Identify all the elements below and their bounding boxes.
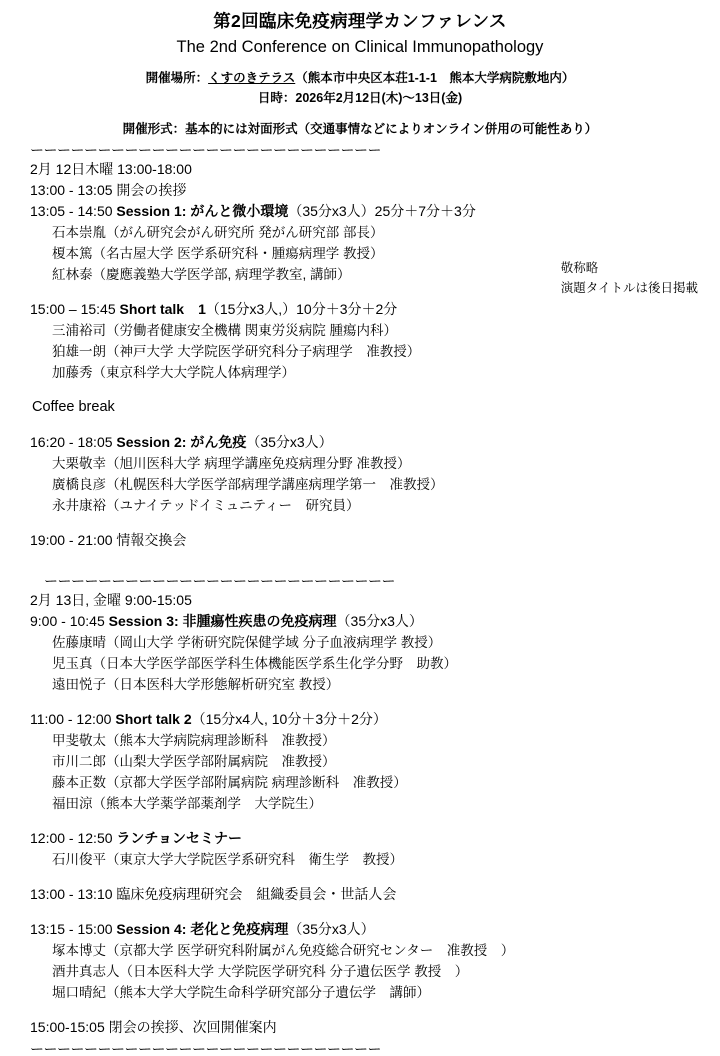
speaker-row: 加藤秀（東京科学大大学院人体病理学） — [52, 365, 295, 380]
speaker-row: 狛雄一朗（神戸大学 大学院医学研究科分子病理学 准教授） — [52, 344, 421, 359]
short-talk-1-note: （15分x3人,）10分＋3分＋2分 — [205, 301, 398, 317]
short-talk-1-title: Short talk 1 — [119, 301, 206, 317]
speaker-row: 永井康裕（ユナイテッドイミュニティー 研究員） — [52, 498, 360, 513]
session-2-heading — [30, 432, 706, 453]
session-3-time: 9:00 - 10:45 — [30, 613, 109, 629]
spacer — [30, 418, 706, 432]
divider-bottom: ーーーーーーーーーーーーーーーーーーーーーーーーーー — [30, 1042, 381, 1056]
speaker-row: 福田涼（熊本大学薬学部薬剤学 大学院生） — [52, 796, 322, 811]
session-3-title: Session 3: 非腫瘍性疾患の免疫病理 — [108, 613, 337, 629]
luncheon-seminar-title: ランチョンセミナー — [116, 830, 242, 846]
speaker-row: 石本崇胤（がん研究会がん研究所 発がん研究部 部長） — [52, 225, 384, 240]
spacer — [30, 383, 706, 397]
spacer — [30, 1003, 706, 1017]
committee-meeting: 13:00 - 13:10 臨床免疫病理研究会 組織委員会・世話人会 — [30, 886, 397, 902]
spacer — [30, 516, 706, 530]
side-note-honorifics: 敬称略 — [560, 261, 599, 275]
closing-remarks: 15:00-15:05 閉会の挨拶、次回開催案内 — [30, 1019, 277, 1035]
speaker-row: 廣橋良彦（札幌医科大学医学部病理学講座病理学第一 准教授） — [52, 477, 444, 492]
session-2-note: （35分x3人） — [246, 434, 333, 450]
session-1-heading — [30, 201, 706, 222]
speaker-row: 榎本篤（名古屋大学 医学系研究科・腫瘍病理学 教授） — [52, 246, 384, 261]
coffee-break: Coffee break — [32, 399, 115, 415]
short-talk-1-time: 15:00 – 15:45 — [30, 301, 120, 317]
spacer — [30, 870, 706, 884]
divider-day2: ーーーーーーーーーーーーーーーーーーーーーーーーーー — [44, 574, 395, 588]
short-talk-2-heading — [30, 709, 706, 730]
format-line: 開催形式：基本的には対面形式（交通事情などによりオンライン併用の可能性あり） — [122, 122, 598, 136]
short-talk-1-heading — [30, 299, 706, 320]
day1-date-header: 2月 12日木曜 13:00-18:00 — [30, 161, 192, 177]
speaker-row: 甲斐敬太（熊本大学病院病理診断科 准教授） — [52, 733, 336, 748]
speaker-row: 遠田悦子（日本医科大学形態解析研究室 教授） — [52, 677, 340, 692]
session-1-time: 13:05 - 14:50 — [30, 203, 117, 219]
session-4-note: （35分x3人） — [288, 921, 375, 937]
page-title-japanese: 第2回臨床免疫病理学カンファレンス — [213, 11, 507, 31]
spacer — [30, 905, 706, 919]
speaker-row: 児玉真（日本大学医学部医学科生体機能医学系生化学分野 助教） — [52, 656, 457, 671]
spacer — [30, 814, 706, 828]
speaker-row: 紅林泰（慶應義塾大学医学部, 病理学教室, 講師） — [52, 267, 351, 282]
speaker-row: 佐藤康晴（岡山大学 学術研究院保健学域 分子血液病理学 教授） — [52, 635, 442, 650]
session-4-time: 13:15 - 15:00 — [30, 921, 117, 937]
speaker-row: 堀口晴紀（熊本大学大学院生命科学研究部分子遺伝学 講師） — [52, 985, 430, 1000]
speaker-row: 石川俊平（東京大学大学院医学系研究科 衛生学 教授） — [52, 852, 403, 867]
session-2-title: Session 2: がん免疫 — [116, 434, 247, 450]
page-title-english: The 2nd Conference on Clinical Immunopathology — [176, 38, 544, 57]
speaker-row: 酒井真志人（日本医科大学 大学院医学研究科 分子遺伝医学 教授 ） — [52, 964, 469, 979]
speaker-row: 市川二郎（山梨大学医学部附属病院 准教授） — [52, 754, 336, 769]
short-talk-2-title: Short talk 2 — [115, 711, 192, 727]
side-notes — [561, 258, 698, 298]
session-1-title: Session 1: がんと微小環境 — [116, 203, 289, 219]
divider-top: ーーーーーーーーーーーーーーーーーーーーーーーーーー — [30, 143, 381, 157]
session-4-title: Session 4: 老化と免疫病理 — [116, 921, 289, 937]
venue-line — [0, 68, 720, 88]
short-talk-2-note: （15分x4人, 10分＋3分＋2分） — [191, 711, 387, 727]
session-4-heading — [30, 919, 706, 940]
session-1-note: （35分x3人）25分＋7分＋3分 — [288, 203, 476, 219]
venue-label: 開催場所： — [145, 71, 209, 85]
speaker-row: 大栗敬幸（旭川医科大学 病理学講座免疫病理分野 准教授） — [52, 456, 411, 471]
spacer — [30, 551, 706, 570]
luncheon-seminar-time: 12:00 - 12:50 — [30, 830, 117, 846]
day2-date-header: 2月 13日, 金曜 9:00-15:05 — [30, 592, 192, 608]
spacer — [30, 695, 706, 709]
short-talk-2-time: 11:00 - 12:00 — [30, 711, 116, 727]
speaker-row: 三浦裕司（労働者健康安全機構 関東労災病院 腫瘍内科） — [52, 323, 398, 338]
speaker-row: 藤本正数（京都大学医学部附属病院 病理診断科 准教授） — [52, 775, 407, 790]
date-line: 日時：2026年2月12日(木)〜13日(金) — [257, 91, 463, 105]
social-gathering: 19:00 - 21:00 情報交換会 — [30, 532, 187, 548]
speaker-row: 塚本博丈（京都大学 医学研究科附属がん免疫総合研究センター 准教授 ） — [52, 943, 515, 958]
program-header — [0, 0, 720, 139]
session-2-time: 16:20 - 18:05 — [30, 434, 117, 450]
day1-opening: 13:00 - 13:05 開会の挨拶 — [30, 182, 187, 198]
luncheon-seminar-heading — [30, 828, 706, 849]
venue-detail: （熊本市中央区本荘1-1-1 熊本大学病院敷地内） — [295, 71, 575, 85]
session-3-note: （35分x3人） — [336, 613, 423, 629]
venue-name: くすのきテラス — [208, 71, 296, 85]
side-note-titles: 演題タイトルは後日掲載 — [560, 281, 698, 295]
session-3-heading — [30, 611, 706, 632]
